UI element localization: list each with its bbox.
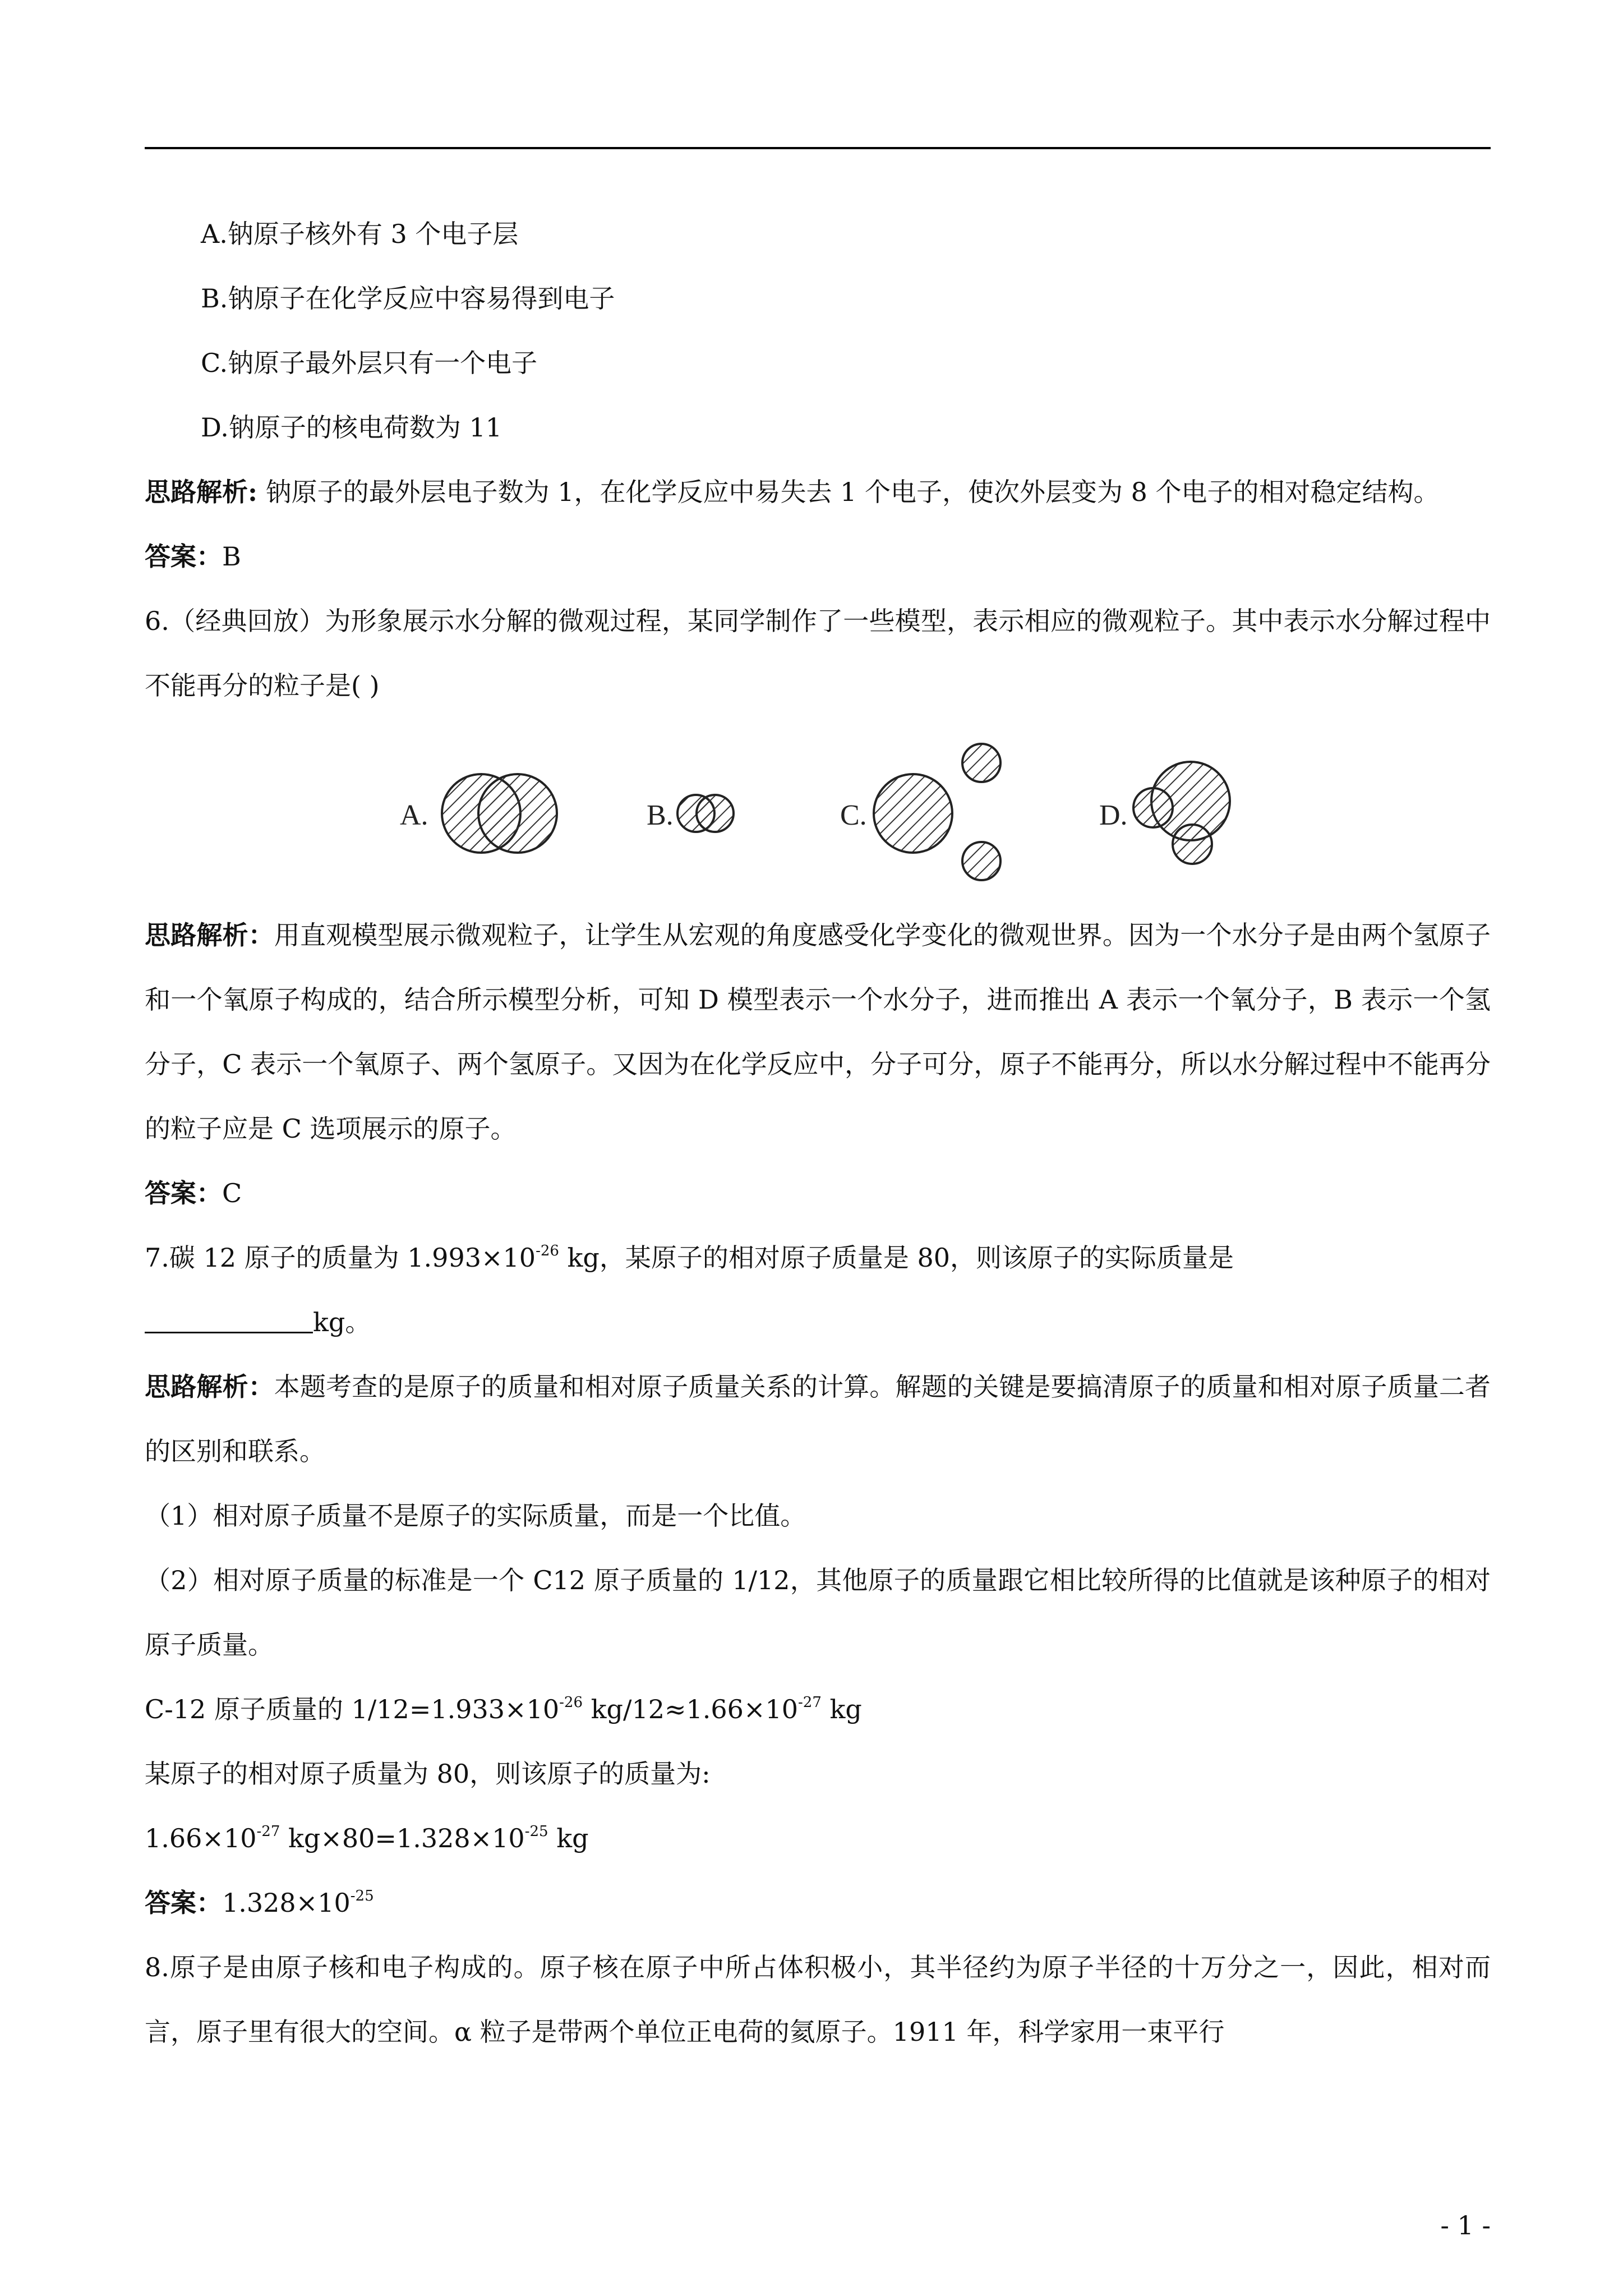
q5-analysis-label: 思路解析:	[145, 477, 257, 507]
q6-stem: 6.（经典回放）为形象展示水分解的微观过程，某同学制作了一些模型，表示相应的微观粒子。其中表示水分解过程中不能再分的粒子是( )	[145, 606, 1491, 701]
q7-answer-blank	[145, 1309, 313, 1333]
q7-calc-3-b: kg×80=1.328×10	[280, 1823, 525, 1853]
molecule-models-svg	[145, 718, 1491, 903]
q5-option-a: A.钠原子核外有 3 个电子层	[201, 219, 519, 249]
q7-calc-3-exp-1: -27	[256, 1823, 280, 1840]
q7-stem-blank-line	[145, 1290, 1491, 1355]
q7-calc-1	[145, 1677, 1491, 1742]
model-c-oxygen-atom	[874, 774, 952, 853]
q5-answer	[145, 524, 1491, 589]
q7-calc-3	[145, 1806, 1491, 1871]
q7-calc-1-exp-1: -26	[559, 1694, 583, 1711]
q7-analysis-label: 思路解析：	[145, 1372, 274, 1402]
q7-stem-part1: 7.碳 12 原子的质量为 1.993×10	[145, 1243, 536, 1273]
header-rule	[145, 147, 1491, 149]
q7-calc-3-c: kg	[548, 1823, 589, 1853]
q6-analysis-text: 用直观模型展示微观粒子，让学生从宏观的角度感受化学变化的微观世界。因为一个水分子是由两个氢原子和一个氧原子构成的，结合所示模型分析，可知 D 模型表示一个水分子，进而推出 A 表示一个氧分子，B 表示一个氢分子，C 表示一个氧原子、两个氢原子。又因为在化学反应中，分子可分，原子不能再分，所以水分解过程中不能再分的粒子应是 C 选项展示的原子。	[145, 920, 1491, 1144]
model-c-hydrogen-atom-2	[962, 842, 1000, 880]
figure-label-d: D.	[1099, 799, 1128, 831]
model-d-hydrogen-atom-2	[1173, 825, 1212, 864]
q7-calc-1-c: kg	[821, 1694, 862, 1724]
q6-answer	[145, 1161, 1491, 1226]
q6-analysis-label: 思路解析：	[145, 920, 274, 950]
model-a-atom-2	[478, 774, 557, 853]
model-d-hydrogen-atom-1	[1133, 788, 1173, 827]
q6-analysis	[145, 903, 1491, 1161]
q7-calc-1-exp-2: -27	[798, 1694, 822, 1711]
figure-label-c: C.	[840, 799, 867, 831]
q6-molecule-figure	[145, 718, 1491, 903]
q7-calc-3-exp-2: -25	[524, 1823, 548, 1840]
figure-label-b: B.	[647, 799, 674, 831]
q8-stem: 8.原子是由原子核和电子构成的。原子核在原子中所占体积极小，其半径约为原子半径的十万分之一，因此，相对而言，原子里有很大的空间。α 粒子是带两个单位正电荷的氦原子。1911 年，科学家用一束平行	[145, 1952, 1491, 2047]
q7-answer	[145, 1871, 1491, 1935]
q7-calc-2: 某原子的相对原子质量为 80，则该原子的质量为:	[145, 1759, 711, 1789]
q7-answer-text: 1.328×10	[222, 1888, 351, 1918]
q7-analysis-text: 本题考查的是原子的质量和相对原子质量关系的计算。解题的关键是要搞清原子的质量和相对原子质量二者的区别和联系。	[145, 1372, 1491, 1466]
q5-answer-label: 答案：	[145, 541, 222, 572]
q5-option-c: C.钠原子最外层只有一个电子	[201, 348, 538, 378]
q7-answer-exponent: -25	[350, 1888, 374, 1904]
q7-calc-1-a: C-12 原子质量的 1/12=1.933×10	[145, 1694, 560, 1724]
q7-stem	[145, 1226, 1491, 1290]
q5-answer-text: B	[222, 541, 241, 572]
q6-answer-label: 答案：	[145, 1178, 222, 1208]
page-content	[145, 202, 1491, 2064]
model-c-hydrogen-atom-1	[962, 744, 1000, 782]
q7-calc-3-a: 1.66×10	[145, 1823, 257, 1853]
q7-answer-label: 答案：	[145, 1888, 222, 1918]
q5-option-b: B.钠原子在化学反应中容易得到电子	[201, 283, 615, 314]
q5-analysis	[145, 460, 1491, 524]
q7-stem-part2: kg，某原子的相对原子质量是 80，则该原子的实际质量是	[559, 1243, 1234, 1273]
q7-stem-exponent: -26	[536, 1243, 559, 1259]
q5-analysis-text: 钠原子的最外层电子数为 1，在化学反应中易失去 1 个电子，使次外层变为 8 个电子的相对稳定结构。	[257, 477, 1440, 507]
page-number: - 1 -	[1440, 2210, 1491, 2240]
q5-option-d: D.钠原子的核电荷数为 11	[201, 412, 502, 443]
q6-answer-text: C	[222, 1178, 242, 1208]
q7-point-1: （1）相对原子质量不是原子的实际质量，而是一个比值。	[145, 1501, 806, 1531]
figure-label-a: A.	[400, 799, 428, 831]
q7-calc-1-b: kg/12≈1.66×10	[583, 1694, 799, 1724]
model-b-atom-2	[697, 795, 734, 832]
q7-stem-blank-suffix: kg。	[313, 1307, 371, 1337]
q7-point-2: （2）相对原子质量的标准是一个 C12 原子质量的 1/12，其他原子的质量跟它相比较所得的比值就是该种原子的相对原子质量。	[145, 1565, 1491, 1660]
q7-analysis	[145, 1355, 1491, 1484]
